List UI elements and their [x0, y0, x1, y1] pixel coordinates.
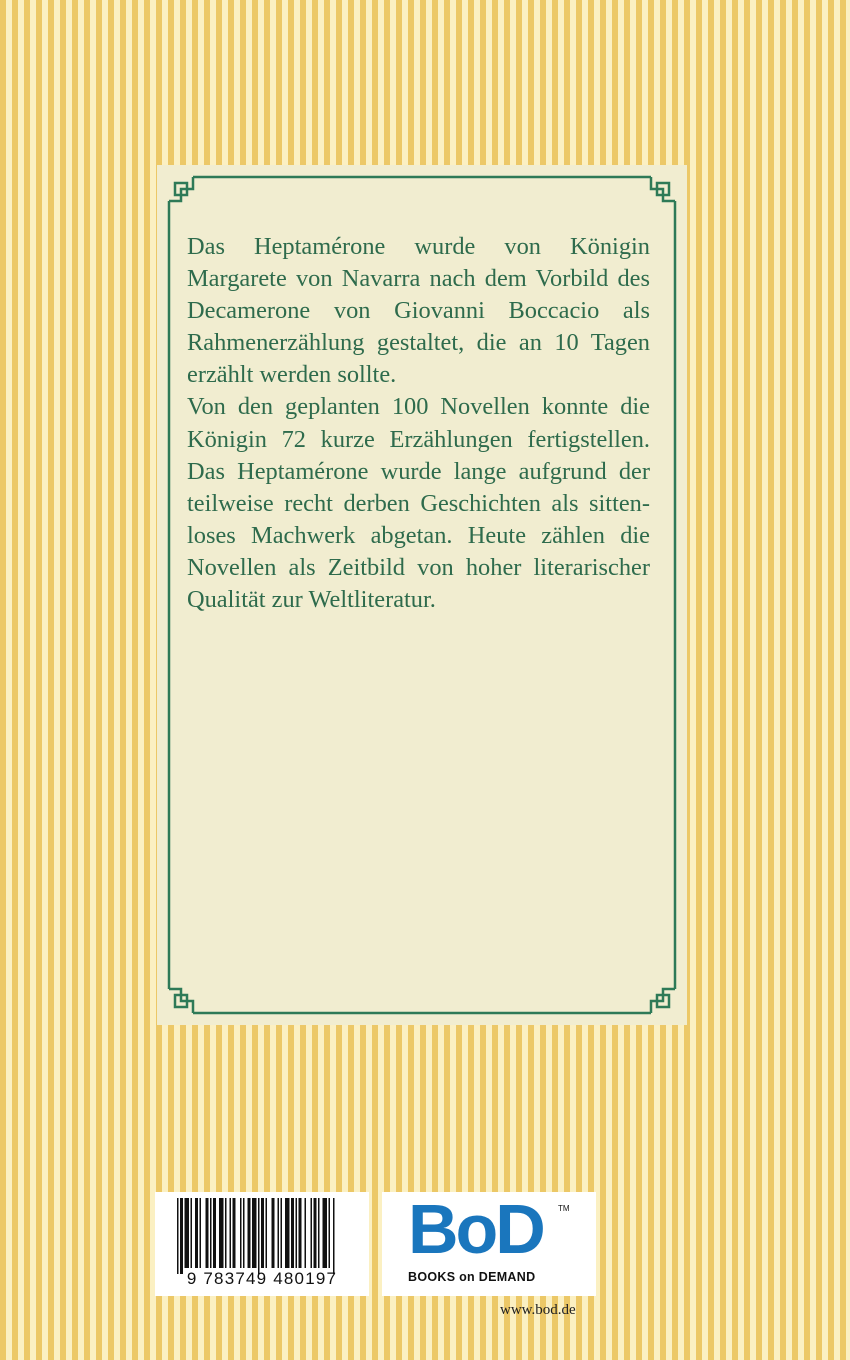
isbn-barcode — [155, 1192, 369, 1296]
blurb-panel — [157, 165, 687, 1025]
bod-logo — [382, 1192, 596, 1296]
trademark-symbol: TM — [558, 1204, 570, 1213]
blurb-paragraph-2: Von den geplanten 100 Novellen konnte die Königin 72 kurze Erzählungen fertigstellen. Das Heptamérone wurde lange aufgrund der teilweise recht derben Geschichten als sittenloses Machwerk abgetan. Heute zählen die Novellen als Zeitbild von hoher literarischer Qualität zur Weltliteratur. — [187, 393, 650, 614]
bod-logo-mark: BoD — [408, 1190, 543, 1268]
isbn-digits: 9 783749 480197 — [186, 1269, 338, 1288]
bod-tagline: BOOKS on DEMAND — [408, 1270, 536, 1284]
publisher-website: www.bod.de — [500, 1302, 576, 1318]
blurb-paragraph-1: Das Heptamérone wurde von Königin Margarete von Navarra nach dem Vorbild des Decamerone von Giovanni Boccacio als Rahmenerzählung gestaltet, die an 10 Tagen erzählt werden sollte. — [187, 233, 650, 389]
back-cover-blurb — [187, 231, 650, 616]
